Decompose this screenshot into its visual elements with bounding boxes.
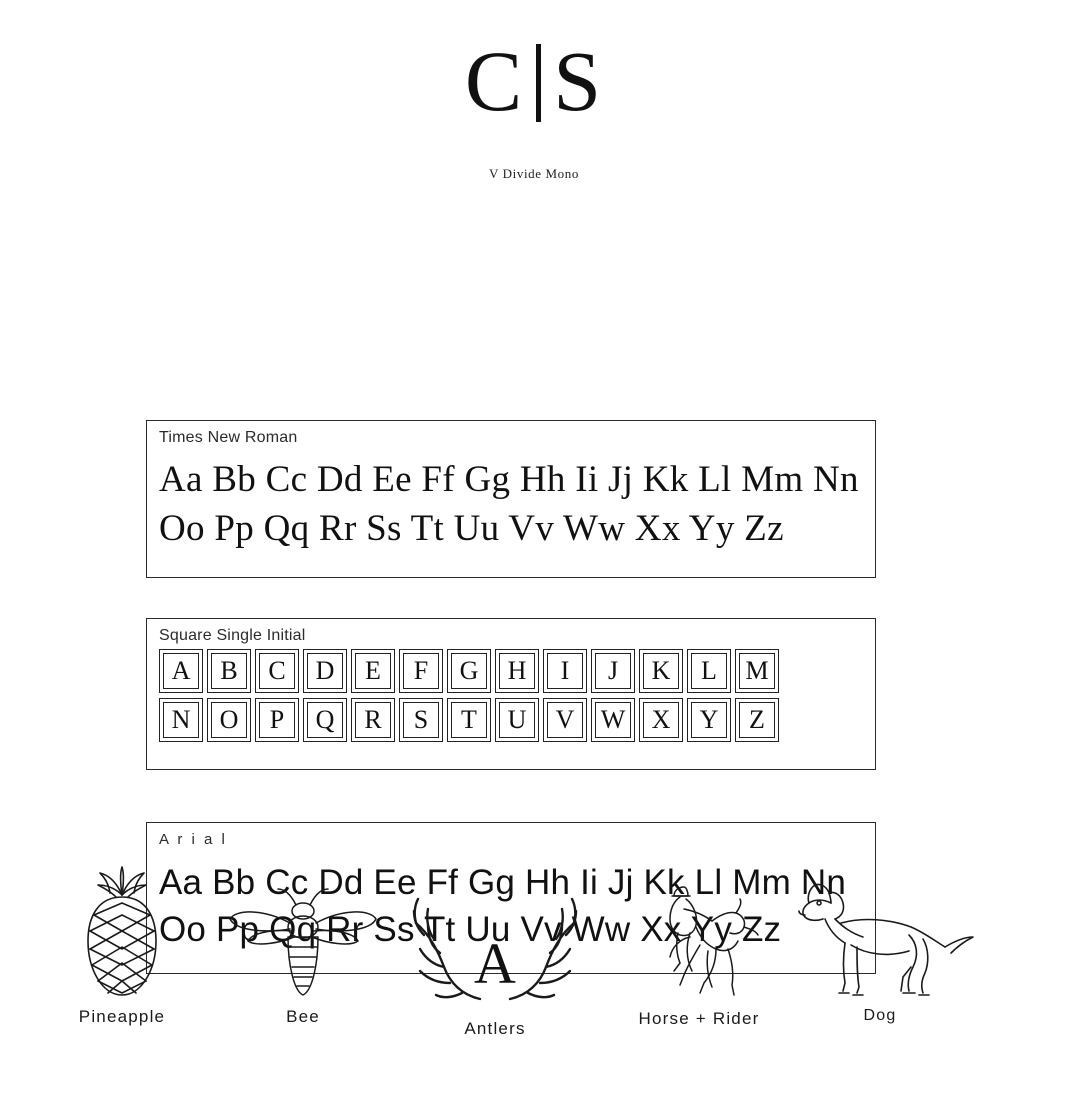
bee-icon xyxy=(228,883,378,1001)
glyph-letter: P xyxy=(269,705,285,734)
glyph-letter: F xyxy=(413,656,429,685)
glyph-letter: Y xyxy=(699,705,719,734)
square-initial-glyph xyxy=(207,649,251,693)
square-initial-glyph xyxy=(543,698,587,742)
font-sample-rows xyxy=(159,649,863,747)
square-initial-glyph xyxy=(495,698,539,742)
glyph-letter: T xyxy=(461,705,477,734)
glyph-letter: U xyxy=(507,705,527,734)
antlers-with-letter-a-icon xyxy=(410,891,580,1011)
glyph-letter: D xyxy=(315,656,335,685)
pineapple-icon xyxy=(64,865,180,1005)
motif-row xyxy=(0,855,1068,1075)
glyph-letter: B xyxy=(220,656,238,685)
square-initial-glyph xyxy=(351,649,395,693)
square-initial-glyph xyxy=(255,698,299,742)
font-sample-rows xyxy=(159,455,863,553)
monogram-caption: V Divide Mono xyxy=(489,166,579,181)
font-sample-times-new-roman xyxy=(146,420,876,578)
motif-caption: Dog xyxy=(863,1007,897,1024)
motif-caption: Pineapple xyxy=(78,1007,166,1026)
alphabet-row: Aa Bb Cc Dd Ee Ff Gg Hh Ii Jj Kk Ll Mm Nn xyxy=(159,863,847,902)
square-initial-glyph xyxy=(399,649,443,693)
square-initial-glyph xyxy=(303,698,347,742)
glyph-letter: R xyxy=(364,705,382,734)
monogram-left-letter: C xyxy=(464,33,525,129)
glyph-letter: K xyxy=(651,656,671,685)
glyph-letter: X xyxy=(651,705,671,734)
square-initial-glyph xyxy=(351,698,395,742)
motif-bee xyxy=(228,883,378,1027)
glyph-letter: C xyxy=(268,656,286,685)
font-sample-label: Square Single Initial xyxy=(159,627,306,644)
motif-caption: Bee xyxy=(286,1007,320,1026)
square-initial-glyph xyxy=(687,649,731,693)
motif-antlers xyxy=(410,891,580,1039)
font-sample-square-single-initial xyxy=(146,618,876,770)
glyph-letter: V xyxy=(555,705,575,734)
square-initial-glyph xyxy=(303,649,347,693)
motif-caption: Antlers xyxy=(464,1019,526,1038)
square-initial-glyph xyxy=(255,649,299,693)
square-initial-glyph xyxy=(735,649,779,693)
glyph-letter: G xyxy=(459,656,479,685)
monogram-logo xyxy=(464,33,604,129)
glyph-letter: L xyxy=(701,656,717,685)
glyph-letter: N xyxy=(171,705,191,734)
font-sample-label: A r i a l xyxy=(159,831,228,848)
square-initial-glyph xyxy=(159,698,203,742)
square-initial-glyph xyxy=(639,698,683,742)
square-initial-glyph xyxy=(687,698,731,742)
motif-horse xyxy=(614,879,784,1029)
horse-and-rider-icon xyxy=(624,879,774,1005)
initial-glyph-row xyxy=(159,698,863,742)
square-initial-glyph xyxy=(543,649,587,693)
glyph-letter: W xyxy=(600,705,626,734)
square-initial-glyph xyxy=(159,649,203,693)
motif-dog xyxy=(780,875,980,1025)
glyph-letter: I xyxy=(560,656,570,685)
alphabet-row: Oo Pp Qq Rr Ss Tt Uu Vv Ww Xx Yy Zz xyxy=(159,508,784,549)
square-initial-glyph xyxy=(447,649,491,693)
square-initial-glyph xyxy=(735,698,779,742)
glyph-letter: O xyxy=(219,705,239,734)
glyph-letter: E xyxy=(365,656,381,685)
motif-pineapple xyxy=(52,865,192,1027)
square-initial-glyph xyxy=(495,649,539,693)
antlers-letter: A xyxy=(474,931,516,996)
glyph-letter: S xyxy=(413,705,429,734)
square-initial-glyph xyxy=(207,698,251,742)
glyph-letter: J xyxy=(607,656,619,685)
glyph-letter: M xyxy=(745,656,769,685)
square-initial-glyph xyxy=(447,698,491,742)
square-initial-glyph xyxy=(591,698,635,742)
dog-icon xyxy=(785,875,975,1005)
square-initial-glyph xyxy=(639,649,683,693)
alphabet-row: Aa Bb Cc Dd Ee Ff Gg Hh Ii Jj Kk Ll Mm Nn xyxy=(159,459,859,500)
motif-caption: Horse + Rider xyxy=(638,1009,760,1028)
monogram-header xyxy=(0,0,1068,182)
glyph-letter: Q xyxy=(315,705,335,734)
square-initial-glyph xyxy=(591,649,635,693)
monogram-right-letter: S xyxy=(553,33,604,129)
alphabet-row: Oo Pp Qq Rr Ss Tt Uu Vv Ww Xx Yy Zz xyxy=(159,910,782,949)
glyph-letter: A xyxy=(171,656,191,685)
font-sample-label: Times New Roman xyxy=(159,429,298,446)
square-initial-glyph xyxy=(399,698,443,742)
glyph-letter: Z xyxy=(749,705,765,734)
glyph-letter: H xyxy=(507,656,527,685)
vertical-bar-icon xyxy=(536,44,541,122)
initial-glyph-row xyxy=(159,649,863,693)
